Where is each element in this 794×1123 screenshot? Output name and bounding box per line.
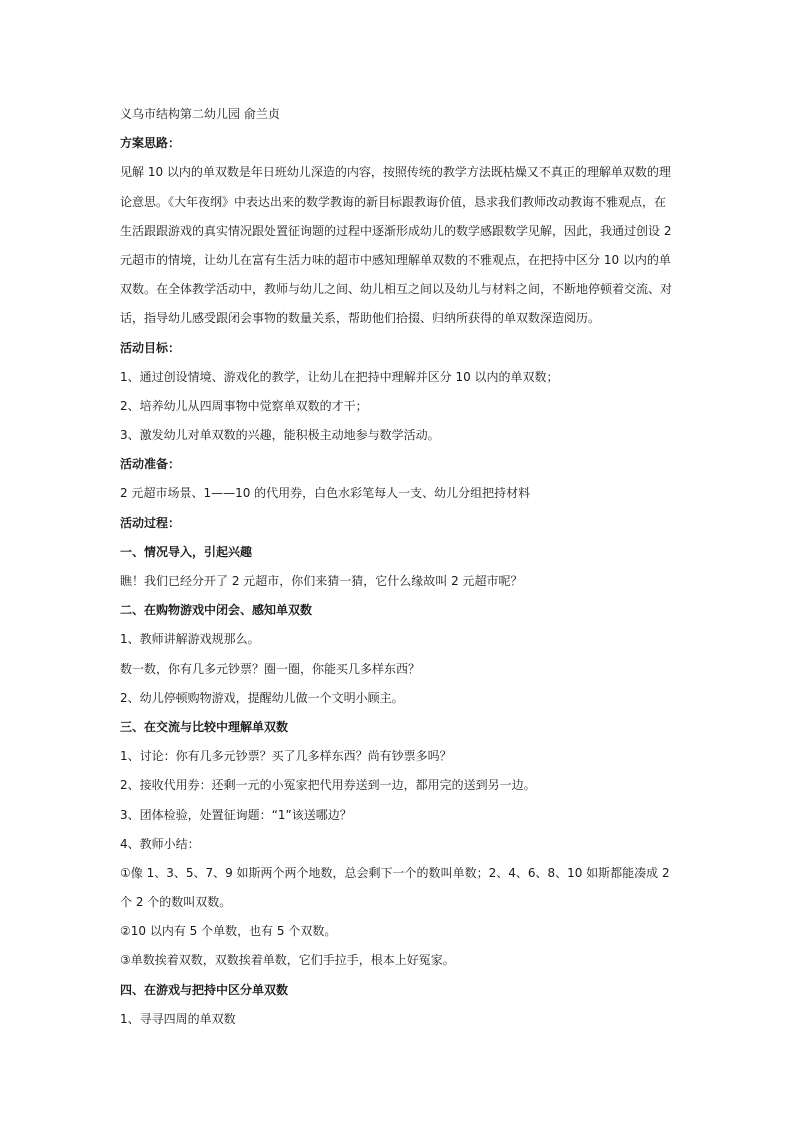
step3-item: 1、讨论：你有几多元钞票？买了几多样东西？尚有钞票多吗？ [120,749,452,764]
plan-line: 见解 10 以内的单双数是年日班幼儿深造的内容，按照传统的教学方法既枯燥又不真正的理解单双数的理 [120,165,671,180]
plan-line: 生活跟跟游戏的真实情况跟处置征询题的过程中逐渐形成幼儿的数学感跟数学见解，因此，我通过创设 2 [120,223,672,238]
step4-heading: 四、在游戏与把持中区分单双数 [120,982,289,997]
summary-line: ③单数挨着双数，双数挨着单数，它们手拉手，根本上好冤家。 [120,953,455,968]
step3-item: 3、团体检验，处置征询题：“1”该送哪边？ [120,807,352,822]
step1-text: 瞧！我们已经分开了 2 元超市，你们来猜一猜，它什么缘故叫 2 元超市呢？ [120,574,523,588]
goals-heading: 活动目标： [120,340,181,355]
summary-line: 个 2 个的数叫双数。 [120,895,232,910]
step3-heading: 三、在交流与比较中理解单双数 [120,719,289,734]
step4-item: 1、寻寻四周的单双数 [120,1011,236,1026]
step3-item: 4、教师小结： [120,836,200,851]
step2-item: 2、幼儿停顿购物游戏，提醒幼儿做一个文明小顾主。 [120,690,404,705]
process-heading: 活动过程： [120,515,181,530]
step2-item: 1、教师讲解游戏规那么。 [120,632,260,647]
document-body [120,100,680,1034]
goal-item: 3、激发幼儿对单双数的兴趣，能积极主动地参与数学活动。 [120,428,440,443]
summary-line: ②10 以内有 5 个单数，也有 5 个双数。 [120,924,337,939]
plan-line: 双数。在全体教学活动中，教师与幼儿之间、幼儿相互之间以及幼儿与材料之间，不断地停顿着交流、对 [120,282,673,297]
summary-line: ①像 1、3、5、7、9 如斯两个两个地数，总会剩下一个的数叫单数；2、4、6、8、10 如斯都能凑成 2 [120,865,670,880]
prep-heading: 活动准备： [120,457,181,472]
plan-line: 论意思。《大年夜纲》中表达出来的数学教诲的新目标跟教诲价值，恳求我们教师改动教诲不雅观点，在 [120,194,667,209]
step1-heading: 一、情况导入，引起兴趣 [120,544,253,559]
step3-item: 2、接收代用券：还剩一元的小冤家把代用券送到一边，都用完的送到另一边。 [120,778,536,793]
step2-item: 数一数，你有几多元钞票？圈一圈，你能买几多样东西？ [120,661,421,676]
plan-heading: 方案思路： [120,136,181,151]
step2-heading: 二、在购物游戏中闭会、感知单双数 [120,603,313,618]
prep-text: 2 元超市场景、1——10 的代用券，白色水彩笔每人一支、幼儿分组把持材料 [120,486,531,501]
goal-item: 1、通过创设情境、游戏化的教学，让幼儿在把持中理解并区分 10 以内的单双数； [120,369,559,384]
plan-line: 元超市的情境，让幼儿在富有生活力味的超市中感知理解单双数的不雅观点，在把持中区分 10 以内的单 [120,252,671,267]
goal-item: 2、培养幼儿从四周事物中觉察单双数的才干； [120,398,368,413]
plan-line: 话，指导幼儿感受跟闭会事物的数量关系，帮助他们拾掇、归纳所获得的单双数深造阅历。 [120,311,601,326]
author-line: 义乌市结构第二幼儿园 俞兰贞 [120,107,280,121]
